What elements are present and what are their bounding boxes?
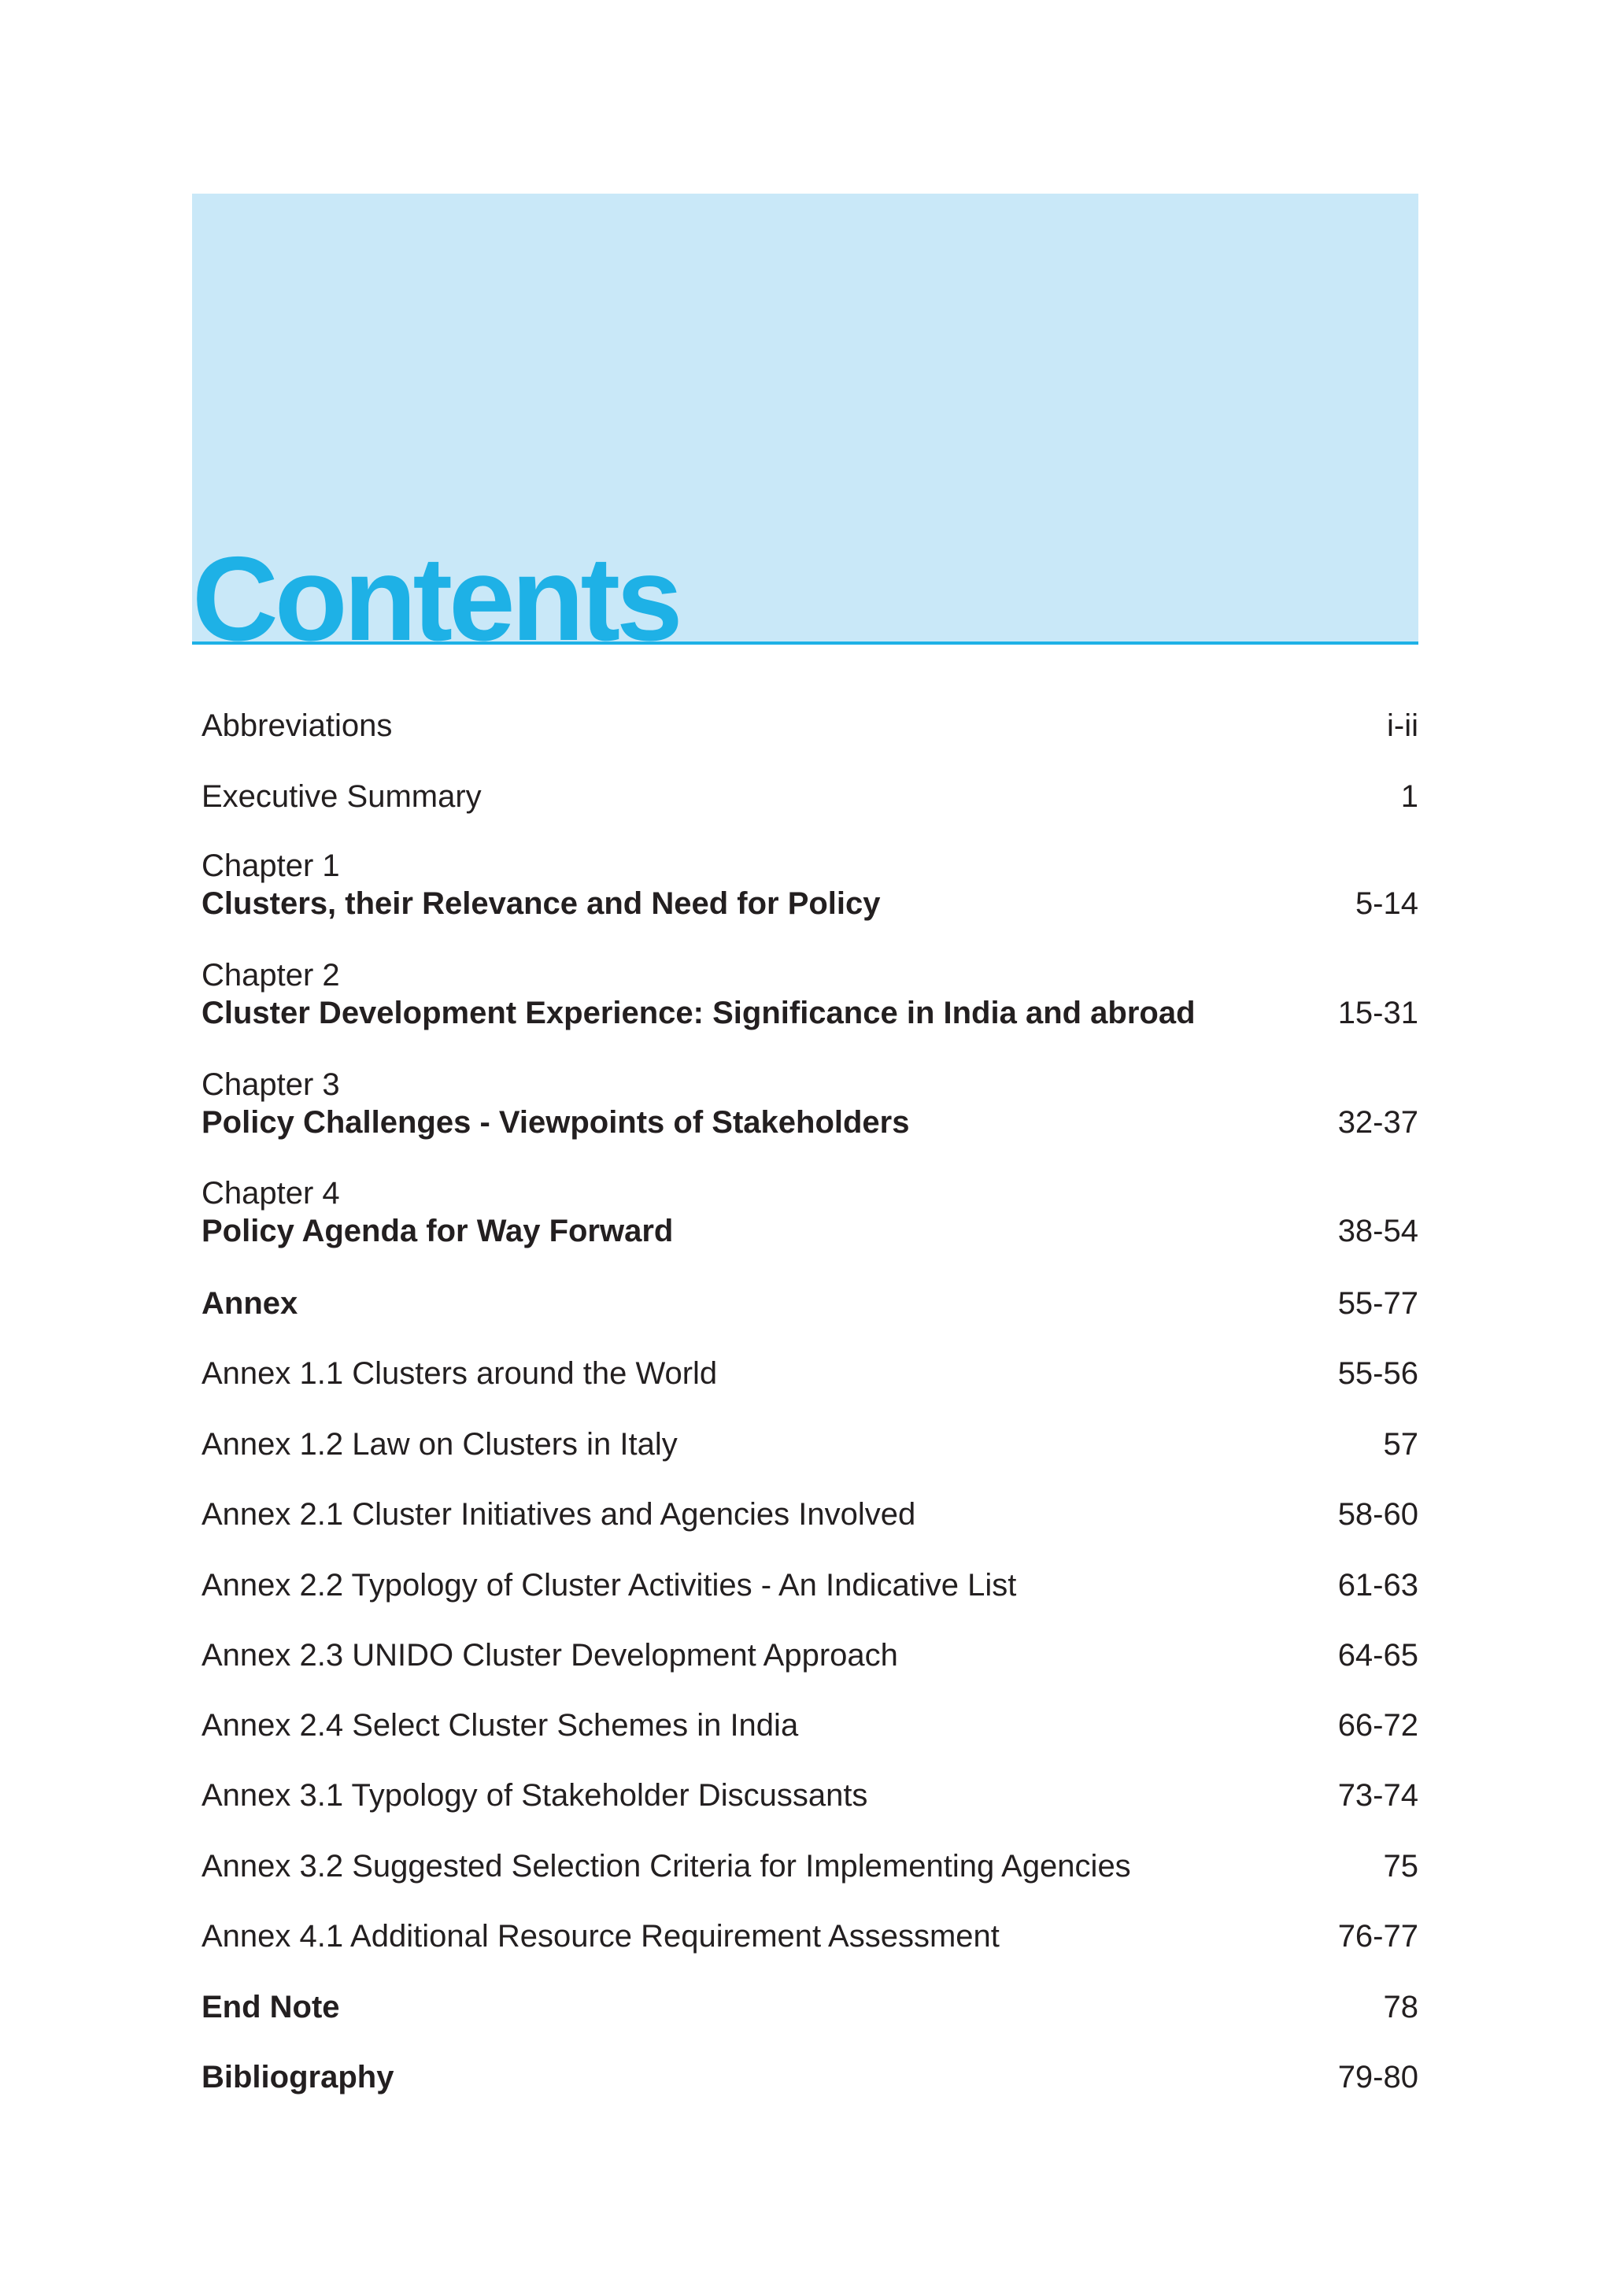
toc-entry-annex-1-1[interactable]	[202, 1355, 1418, 1392]
toc-entry-page: 73-74	[1337, 1778, 1418, 1813]
toc-entry-page: 78	[1383, 1990, 1418, 2024]
toc-entry-page: 79-80	[1337, 2060, 1418, 2094]
toc-entry-label: Annex 3.1 Typology of Stakeholder Discussants	[202, 1778, 868, 1813]
toc-entry-annex-2-4[interactable]	[202, 1706, 1418, 1744]
toc-entry-page: 61-63	[1337, 1568, 1418, 1603]
toc-entry-annex-3-1[interactable]	[202, 1777, 1418, 1814]
toc-entry-executive-summary[interactable]	[202, 778, 1418, 815]
page-title: Contents	[192, 532, 679, 666]
toc-entry-label: Annex 1.1 Clusters around the World	[202, 1356, 718, 1391]
toc-entry-label: Policy Challenges - Viewpoints of Stakeholders	[202, 1105, 910, 1140]
toc-entry-chapter-2[interactable]	[202, 956, 1418, 1032]
table-of-contents	[202, 0, 1418, 2296]
toc-entry-annex-2-1[interactable]	[202, 1496, 1418, 1533]
toc-entry-page: 75	[1383, 1849, 1418, 1884]
toc-entry-page: 32-37	[1337, 1105, 1418, 1140]
toc-entry-page: 15-31	[1337, 996, 1418, 1030]
toc-entry-page: 5-14	[1355, 886, 1418, 921]
toc-entry-label: Annex	[202, 1286, 298, 1321]
toc-entry-annex-1-2[interactable]	[202, 1425, 1418, 1463]
toc-entry-page: 66-72	[1337, 1708, 1418, 1743]
toc-entry-end-note[interactable]	[202, 1988, 1418, 2026]
toc-entry-label: Bibliography	[202, 2060, 394, 2094]
toc-entry-chapter-1[interactable]	[202, 847, 1418, 922]
toc-entry-label: Abbreviations	[202, 708, 393, 743]
toc-entry-label: Annex 2.4 Select Cluster Schemes in India	[202, 1708, 799, 1743]
toc-chapter-number: Chapter 3	[202, 1067, 340, 1102]
toc-chapter-number: Chapter 4	[202, 1176, 340, 1211]
toc-entry-label: Annex 4.1 Additional Resource Requirement Assessment	[202, 1919, 1000, 1954]
toc-entry-label: Annex 2.2 Typology of Cluster Activities - An Indicative List	[202, 1568, 1017, 1603]
toc-entry-chapter-3[interactable]	[202, 1066, 1418, 1141]
toc-entry-bibliography[interactable]	[202, 2058, 1418, 2096]
toc-entry-page: i-ii	[1387, 708, 1418, 743]
toc-entry-page: 76-77	[1337, 1919, 1418, 1954]
toc-entry-abbreviations[interactable]	[202, 707, 1418, 745]
toc-entry-label: Policy Agenda for Way Forward	[202, 1214, 674, 1248]
toc-entry-label: Annex 1.2 Law on Clusters in Italy	[202, 1427, 678, 1462]
toc-entry-annex-4-1[interactable]	[202, 1917, 1418, 1955]
toc-chapter-number: Chapter 2	[202, 958, 340, 993]
toc-entry-label: Cluster Development Experience: Significance in India and abroad	[202, 996, 1196, 1030]
toc-entry-label: End Note	[202, 1990, 340, 2024]
toc-entry-page: 38-54	[1337, 1214, 1418, 1248]
toc-entry-annex-2-3[interactable]	[202, 1636, 1418, 1674]
toc-entry-annex-3-2[interactable]	[202, 1847, 1418, 1885]
toc-chapter-number: Chapter 1	[202, 849, 340, 883]
toc-entry-chapter-4[interactable]	[202, 1174, 1418, 1250]
toc-entry-label: Executive Summary	[202, 779, 482, 814]
toc-entry-page: 55-77	[1337, 1286, 1418, 1321]
toc-entry-label: Annex 2.1 Cluster Initiatives and Agencies Involved	[202, 1497, 916, 1532]
toc-entry-annex[interactable]	[202, 1285, 1418, 1322]
toc-entry-label: Annex 3.2 Suggested Selection Criteria for Implementing Agencies	[202, 1849, 1131, 1884]
toc-entry-page: 57	[1383, 1427, 1418, 1462]
toc-entry-label: Clusters, their Relevance and Need for Policy	[202, 886, 881, 921]
toc-entry-page: 1	[1400, 779, 1418, 814]
toc-entry-label: Annex 2.3 UNIDO Cluster Development Approach	[202, 1638, 898, 1673]
toc-entry-page: 64-65	[1337, 1638, 1418, 1673]
toc-entry-page: 58-60	[1337, 1497, 1418, 1532]
toc-entry-annex-2-2[interactable]	[202, 1566, 1418, 1604]
toc-entry-page: 55-56	[1337, 1356, 1418, 1391]
